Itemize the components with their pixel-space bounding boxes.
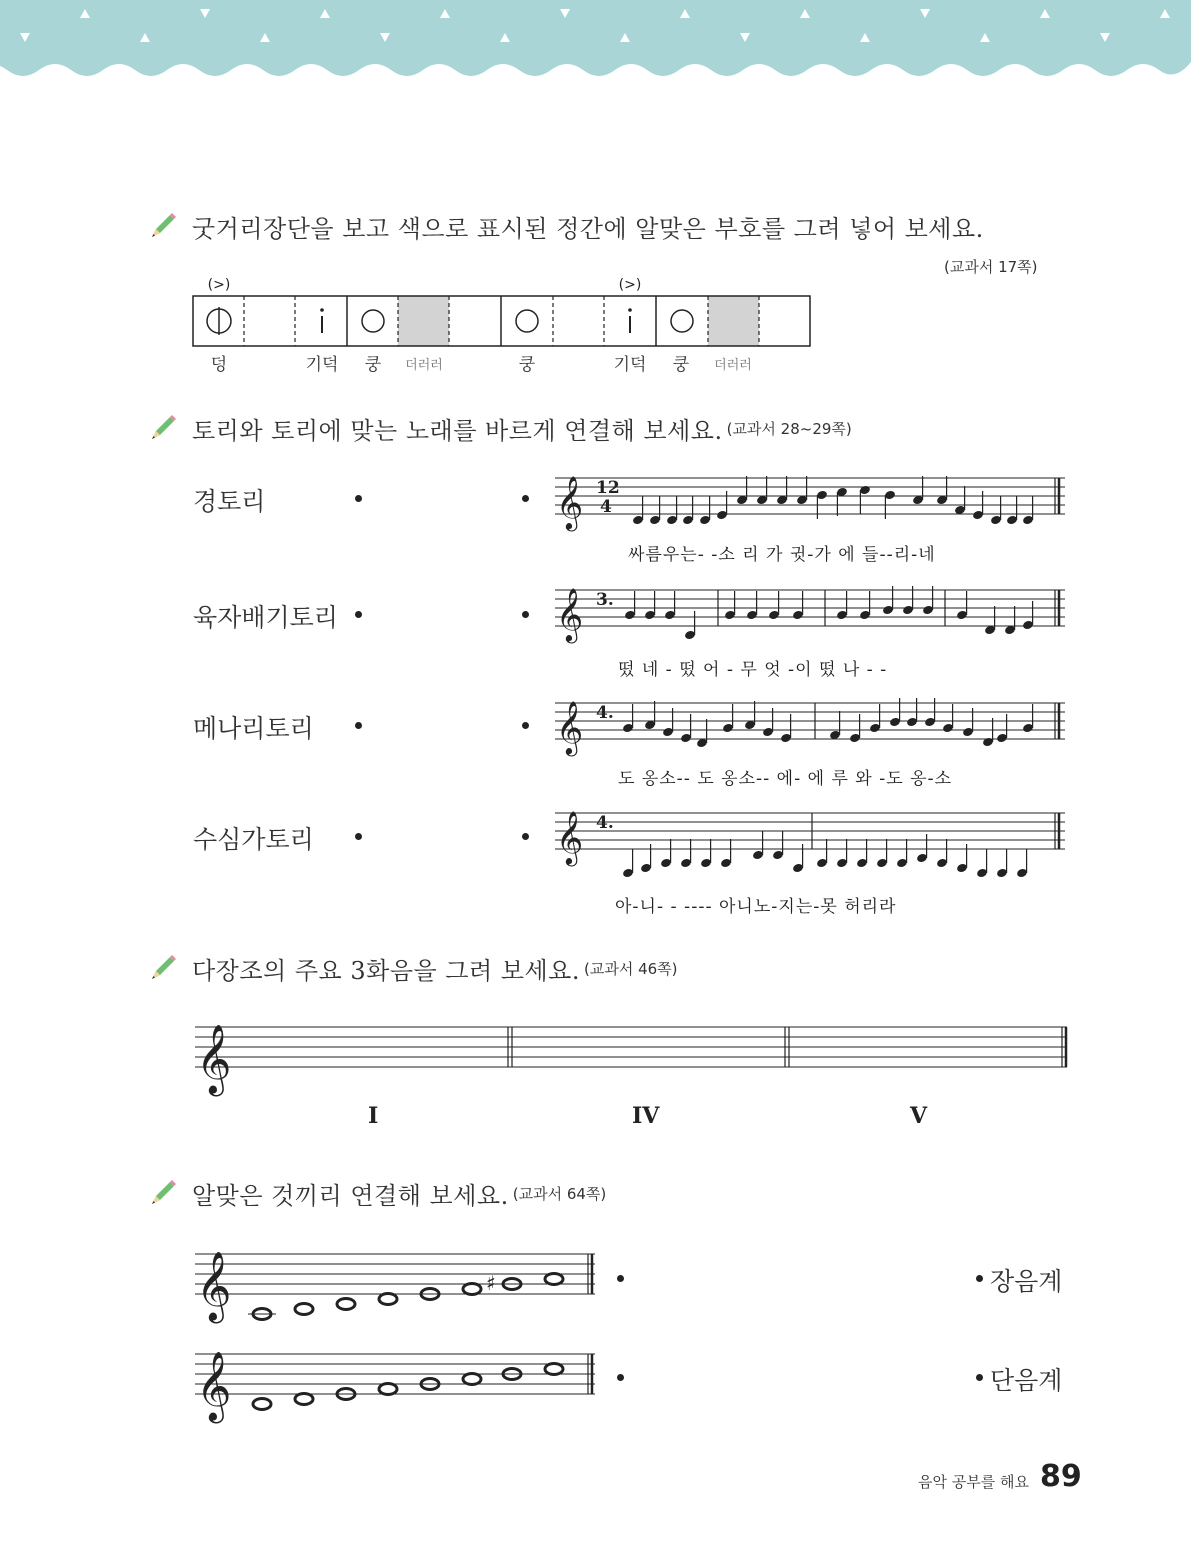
textbook-reference: (교과서 17쪽) bbox=[944, 258, 1038, 276]
beat-label: 덩 bbox=[210, 355, 228, 375]
whole-note bbox=[253, 1399, 271, 1410]
treble-clef-icon: 𝄞 bbox=[196, 1351, 232, 1421]
connect-dot-left[interactable] bbox=[355, 495, 362, 502]
tori-name-yukjabaegi: 육자배기토리 bbox=[193, 603, 338, 632]
tori-name-menari: 메나리토리 bbox=[193, 714, 314, 743]
chord-label-IV: IV bbox=[632, 1103, 660, 1129]
time-signature: 4. bbox=[596, 813, 614, 833]
beat-label: 쿵 bbox=[364, 355, 382, 375]
treble-clef-icon: 𝄞 bbox=[196, 1251, 232, 1321]
gideok-symbol bbox=[628, 308, 632, 333]
chord-label-V: V bbox=[910, 1103, 928, 1129]
beat-label: 더러러 bbox=[714, 358, 752, 373]
connect-dot-left[interactable] bbox=[617, 1374, 624, 1381]
time-signature: 4. bbox=[596, 703, 614, 723]
tori-name-gyeong: 경토리 bbox=[193, 487, 266, 516]
whole-note bbox=[463, 1284, 481, 1295]
deong-symbol bbox=[207, 307, 231, 335]
pencil-icon bbox=[148, 1178, 178, 1208]
connect-dot-right[interactable] bbox=[522, 833, 529, 840]
kung-symbol bbox=[516, 310, 538, 332]
pencil-icon bbox=[148, 953, 178, 983]
scale-label-minor: 단음계 bbox=[990, 1366, 1063, 1395]
connect-dot-right[interactable] bbox=[976, 1275, 983, 1282]
pencil-icon bbox=[148, 211, 178, 241]
song-lyric: 떴 네 - 떴 어 - 무 엇 -이 떴 나 - - bbox=[618, 660, 888, 680]
time-signature: 12 bbox=[596, 478, 620, 498]
whole-note bbox=[545, 1364, 563, 1375]
textbook-reference: (교과서 64쪽) bbox=[512, 1184, 607, 1203]
textbook-reference: (교과서 46쪽) bbox=[584, 959, 678, 978]
connect-dot-right[interactable] bbox=[522, 611, 529, 618]
question-4 bbox=[148, 1175, 606, 1211]
gideok-symbol bbox=[320, 308, 324, 333]
highlight-cell-2[interactable] bbox=[708, 296, 759, 346]
beat-label: 기덕 bbox=[613, 355, 647, 375]
connect-dot-right[interactable] bbox=[522, 495, 529, 502]
whole-note bbox=[337, 1299, 355, 1310]
time-signature: 3. bbox=[596, 590, 614, 610]
question-2 bbox=[148, 410, 852, 446]
connect-dot-left[interactable] bbox=[355, 833, 362, 840]
connect-dot-right[interactable] bbox=[522, 722, 529, 729]
question-1 bbox=[148, 208, 984, 244]
section-title: 음악 공부를 해요 bbox=[918, 1473, 1029, 1491]
song-lyric: 아-니- - ---- 아니노-지는-못 허리라 bbox=[615, 897, 897, 917]
treble-clef-icon: 𝄞 bbox=[556, 810, 584, 864]
treble-clef-icon: 𝄞 bbox=[196, 1024, 232, 1094]
beat-label: 기덕 bbox=[305, 355, 339, 375]
question-text: 다장조의 주요 3화음을 그려 보세요. bbox=[192, 956, 580, 985]
accent-mark: (>) bbox=[207, 277, 231, 293]
whole-note bbox=[463, 1374, 481, 1385]
question-text: 토리와 토리에 맞는 노래를 바르게 연결해 보세요. bbox=[192, 416, 723, 445]
sharp-icon: ♯ bbox=[486, 1271, 496, 1295]
highlight-cell-1[interactable] bbox=[398, 296, 449, 346]
question-3 bbox=[148, 950, 678, 986]
whole-note bbox=[545, 1274, 563, 1285]
beat-label: 더러러 bbox=[405, 358, 443, 373]
kung-symbol bbox=[671, 310, 693, 332]
whole-note bbox=[379, 1294, 397, 1305]
treble-clef-icon: 𝄞 bbox=[556, 587, 584, 641]
question-text: 알맞은 것끼리 연결해 보세요. bbox=[192, 1181, 509, 1210]
connect-dot-left[interactable] bbox=[617, 1275, 624, 1282]
question-text: 굿거리장단을 보고 색으로 표시된 정간에 알맞은 부호를 그려 넣어 보세요. bbox=[192, 214, 984, 243]
treble-clef-icon: 𝄞 bbox=[556, 700, 584, 754]
textbook-reference: (교과서 28~29쪽) bbox=[726, 419, 852, 438]
tori-name-susimga: 수심가토리 bbox=[193, 825, 314, 854]
song-lyric: 도 옹소-- 도 옹소-- 에- 에 루 와 -도 옹-소 bbox=[618, 769, 953, 789]
scale-label-major: 장음계 bbox=[990, 1267, 1063, 1296]
jeonggan-grid bbox=[190, 293, 814, 349]
kung-symbol bbox=[362, 310, 384, 332]
song-lyric: 싸름우는- -소 리 가 귓-가 에 들--리-네 bbox=[628, 545, 936, 565]
chord-staff[interactable] bbox=[190, 1005, 1075, 1100]
beat-label: 쿵 bbox=[672, 355, 690, 375]
page-number: 89 bbox=[1040, 1459, 1082, 1494]
whole-note bbox=[379, 1384, 397, 1395]
accent-mark: (>) bbox=[618, 277, 642, 293]
connect-dot-left[interactable] bbox=[355, 722, 362, 729]
beat-label: 쿵 bbox=[518, 355, 536, 375]
chord-label-I: I bbox=[368, 1103, 379, 1129]
time-signature: 4 bbox=[600, 497, 612, 517]
header-wave-decoration bbox=[0, 0, 1191, 90]
whole-note bbox=[295, 1304, 313, 1315]
connect-dot-left[interactable] bbox=[355, 611, 362, 618]
pencil-icon bbox=[148, 413, 178, 443]
whole-note bbox=[295, 1394, 313, 1405]
treble-clef-icon: 𝄞 bbox=[556, 475, 584, 529]
scale-staves bbox=[190, 1232, 610, 1432]
connect-dot-right[interactable] bbox=[976, 1374, 983, 1381]
